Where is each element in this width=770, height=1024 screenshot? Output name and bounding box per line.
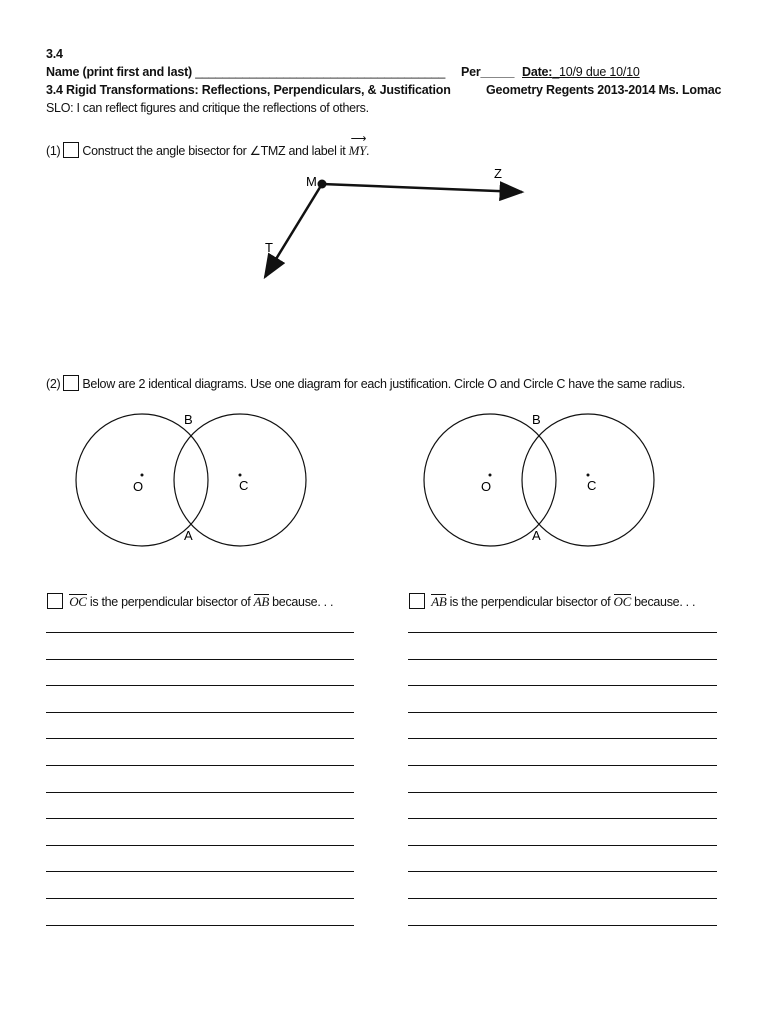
answer-line[interactable] <box>46 738 354 739</box>
answer-line[interactable] <box>46 712 354 713</box>
segment-ab-label: AB <box>431 594 447 609</box>
justification-right-checkbox[interactable] <box>409 593 425 609</box>
question-1-text: Construct the angle bisector for ∠TMZ and label it <box>82 144 346 158</box>
answer-line[interactable] <box>46 685 354 686</box>
name-line <box>46 65 445 79</box>
label-b: B <box>184 412 193 427</box>
label-c: C <box>587 478 597 493</box>
label-c: C <box>239 478 249 493</box>
question-2-number: (2) <box>46 377 61 391</box>
answer-line[interactable] <box>408 898 717 899</box>
answer-line[interactable] <box>46 871 354 872</box>
center-c-point <box>587 474 590 477</box>
label-b: B <box>532 412 541 427</box>
label-o: O <box>481 479 492 494</box>
ray-my-label: ⟶ MY <box>349 143 366 159</box>
center-c-point <box>239 474 242 477</box>
question-1-checkbox[interactable] <box>63 142 79 158</box>
label-t: T <box>265 240 273 255</box>
answer-line[interactable] <box>46 925 354 926</box>
answer-line[interactable] <box>408 818 717 819</box>
answer-line[interactable] <box>46 792 354 793</box>
ray-mt <box>265 184 322 277</box>
label-a: A <box>532 528 541 543</box>
answer-line[interactable] <box>408 845 717 846</box>
name-blank[interactable]: _____________________________________ <box>195 65 446 79</box>
question-2-text: Below are 2 identical diagrams. Use one diagram for each justification. Circle O and Circle C have the same radius. <box>82 377 685 391</box>
answer-line[interactable] <box>408 685 717 686</box>
angle-tmz-diagram <box>0 160 770 290</box>
answer-line[interactable] <box>408 738 717 739</box>
answer-line[interactable] <box>46 632 354 633</box>
answer-line[interactable] <box>408 632 717 633</box>
justification-right-mid: is the perpendicular bisector of <box>449 595 611 609</box>
per-field[interactable]: Per_____ <box>461 65 515 79</box>
vertex-m-point <box>318 180 327 189</box>
question-2-prompt <box>46 375 685 391</box>
center-o-point <box>141 474 144 477</box>
answer-line[interactable] <box>46 818 354 819</box>
circles-diagram-left <box>60 400 330 550</box>
justification-right-end: because. . . <box>634 595 696 609</box>
label-a: A <box>184 528 193 543</box>
date-value: _10/9 due 10/10 <box>552 65 640 79</box>
answer-line[interactable] <box>46 765 354 766</box>
segment-oc-label: OC <box>613 594 631 609</box>
answer-line[interactable] <box>408 659 717 660</box>
answer-line[interactable] <box>408 871 717 872</box>
justification-left-checkbox[interactable] <box>47 593 63 609</box>
question-1-end: . <box>366 144 370 158</box>
ray-mz <box>322 184 522 192</box>
lesson-title: 3.4 Rigid Transformations: Reflections, Perpendiculars, & Justification <box>46 83 451 97</box>
question-2-checkbox[interactable] <box>63 375 79 391</box>
answer-line[interactable] <box>46 659 354 660</box>
answer-line[interactable] <box>46 898 354 899</box>
slo-text: SLO: I can reflect figures and critique the reflections of others. <box>46 101 369 115</box>
label-o: O <box>133 479 144 494</box>
answer-line[interactable] <box>408 765 717 766</box>
center-o-point <box>489 474 492 477</box>
circles-diagram-right <box>408 400 678 550</box>
question-1-number: (1) <box>46 144 61 158</box>
question-1-prompt <box>46 142 369 159</box>
justification-left-prompt <box>44 593 333 609</box>
label-z: Z <box>494 166 502 181</box>
answer-line[interactable] <box>408 712 717 713</box>
justification-left-end: because. . . <box>272 595 334 609</box>
answer-line[interactable] <box>408 792 717 793</box>
date-field <box>522 65 640 79</box>
date-label: Date: <box>522 65 553 79</box>
justification-right-prompt <box>406 593 695 609</box>
label-m: M <box>306 174 317 189</box>
section-number: 3.4 <box>46 47 63 61</box>
segment-ab-label: AB <box>253 594 269 609</box>
justification-left-mid: is the perpendicular bisector of <box>89 595 251 609</box>
course-info: Geometry Regents 2013-2014 Ms. Lomac <box>486 83 722 97</box>
segment-oc-label: OC <box>69 594 87 609</box>
answer-line[interactable] <box>408 925 717 926</box>
name-label: Name (print first and last) <box>46 65 193 79</box>
answer-line[interactable] <box>46 845 354 846</box>
